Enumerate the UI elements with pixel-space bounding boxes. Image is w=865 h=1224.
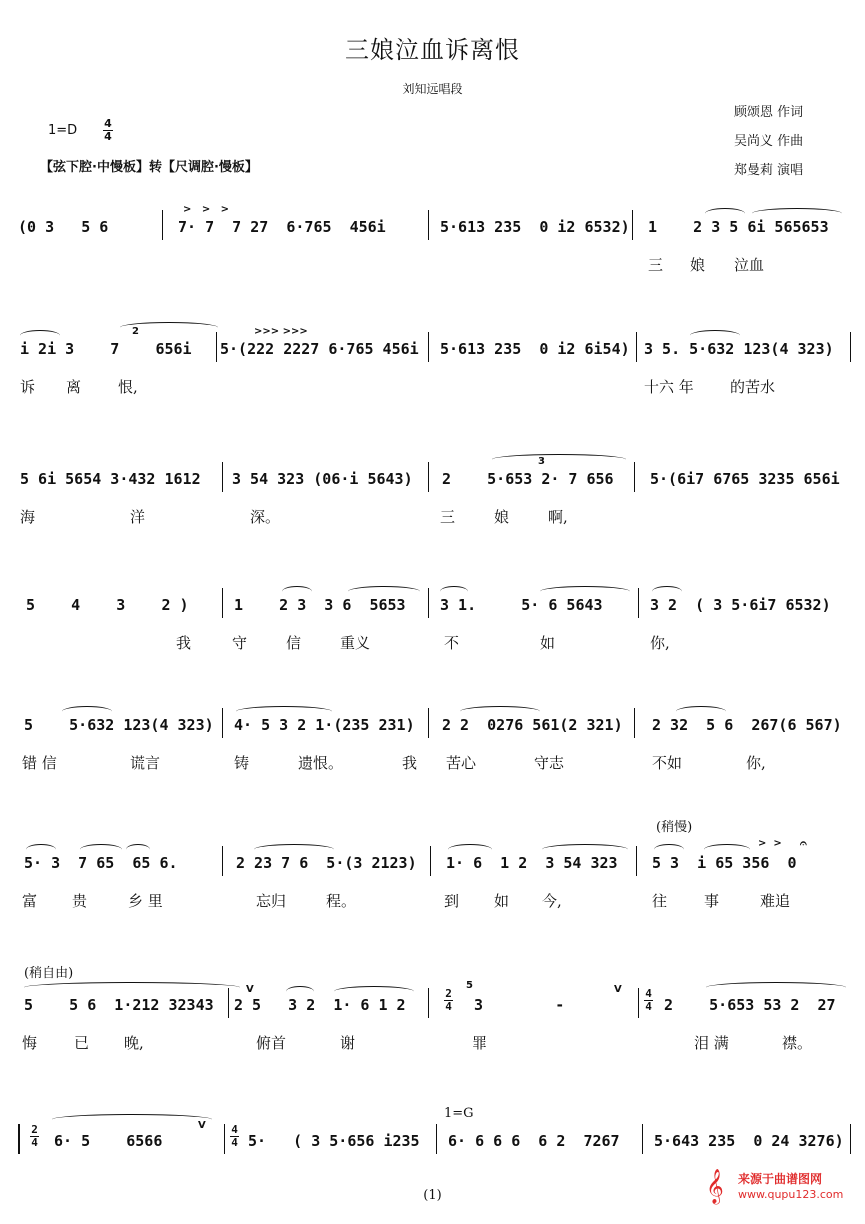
measure: (0 3 5 6: [18, 218, 109, 236]
lyric: 信: [286, 634, 302, 652]
credit-composer: 吴尚义 作曲: [734, 134, 804, 149]
lyric: 三: [440, 508, 456, 526]
measure: 5·(6i7 6765 3235 656i: [650, 470, 840, 488]
lyric: 到: [444, 892, 460, 910]
lyric: 苦心: [446, 754, 477, 772]
lyric: 泪 满: [694, 1034, 729, 1052]
measure: 6· 6 6 6 6 2 7267: [448, 1132, 620, 1150]
measure: 4· 5 3 2 1·(235 231): [234, 716, 415, 734]
slur: [706, 982, 846, 993]
lyric: 泣血: [734, 256, 765, 274]
lyric: 富: [22, 892, 38, 910]
page-title: 三娘泣血诉离恨: [345, 36, 520, 64]
tempo-mode: 【弦下腔·中慢板】转【尺调腔·慢板】: [40, 160, 258, 175]
barline: [222, 588, 223, 618]
barline: [222, 708, 223, 738]
subtitle: 刘知远唱段: [402, 82, 463, 96]
measure: 2 5 3 2 1· 6 1 2: [234, 996, 406, 1014]
lyric: 如: [540, 634, 556, 652]
lyric: 重义: [340, 634, 371, 652]
measure: 6· 5 6566: [54, 1132, 163, 1150]
measure: 3 -: [474, 996, 565, 1014]
score-row-7: [0, 966, 865, 1088]
barline: [428, 988, 429, 1018]
score-row-4: [0, 588, 865, 688]
measure: 2 5·653 2· 7 656: [442, 470, 614, 488]
lyric: 恨,: [118, 378, 138, 396]
lyric: 遗恨。: [298, 754, 344, 772]
tempo-free-annotation: (稍自由): [24, 966, 74, 981]
ts-bottom: 4: [445, 1000, 452, 1013]
measure: 1 2 3 3 6 5653: [234, 596, 406, 614]
barline: [428, 708, 429, 738]
notes-line: [0, 980, 865, 1020]
barline: [634, 462, 635, 492]
ts-top: 2: [31, 1123, 38, 1136]
time-signature-change: [444, 988, 453, 1013]
lyric: 襟。: [782, 1034, 813, 1052]
measure: 2 5·653 53 2 27: [664, 996, 836, 1014]
barline: [850, 1124, 851, 1154]
measure: 5 6i 5654 3·432 1612: [20, 470, 201, 488]
treble-clef-icon: 𝄞: [706, 1169, 724, 1204]
score-row-2: [0, 326, 865, 432]
notes-line: [0, 708, 865, 740]
barline: [162, 210, 163, 240]
lyric: 如: [494, 892, 510, 910]
barline: [18, 1124, 20, 1154]
notes-line: [0, 1120, 865, 1156]
barline: [850, 332, 851, 362]
measure: 5· ( 3 5·656 i235: [248, 1132, 420, 1150]
lyrics-line: [0, 1032, 865, 1056]
barline: [428, 588, 429, 618]
measure: 3 1. 5· 6 5643: [440, 596, 603, 614]
lyric: 你,: [650, 634, 670, 652]
grace-note: 5: [466, 980, 473, 991]
measure: 5·(222 2227 6·765 456i: [220, 340, 419, 358]
lyric: 不如: [652, 754, 683, 772]
breath-mark: V: [614, 984, 622, 995]
fermata-icon: 𝄐: [800, 836, 807, 850]
measure: 5· 3 7 65 65 6.: [24, 854, 178, 872]
measure: 3 54 323 (06·i 5643): [232, 470, 413, 488]
barline: [634, 708, 635, 738]
lyric: 谎言: [130, 754, 161, 772]
time-signature-change: [644, 988, 653, 1013]
measure: 3 2 ( 3 5·6i7 6532): [650, 596, 831, 614]
slur: [52, 1114, 212, 1125]
lyric: 娘: [494, 508, 510, 526]
lyric: 不: [444, 634, 460, 652]
lyric: 我: [402, 754, 418, 772]
barline: [222, 846, 223, 876]
watermark: [706, 1170, 856, 1204]
notes-line: [0, 204, 865, 242]
measure: i 2i 3 7 656i: [20, 340, 192, 358]
barline: [216, 332, 217, 362]
lyrics-line: [0, 890, 865, 914]
breath-mark: V: [246, 984, 254, 995]
lyric: 你,: [746, 754, 766, 772]
measure: 5 5 6 1·212 32343: [24, 996, 214, 1014]
slur: [24, 982, 240, 993]
watermark-url: www.qupu123.com: [738, 1188, 844, 1201]
slur: [705, 208, 745, 219]
barline: [638, 588, 639, 618]
time-signature-bottom: 4: [104, 130, 112, 143]
lyric: 诉: [20, 378, 36, 396]
barline: [428, 462, 429, 492]
measure: 5·613 235 0 i2 6532): [440, 218, 630, 236]
key-signature: 1=D: [48, 123, 78, 138]
notes-line: [0, 456, 865, 494]
lyric: 的苦水: [730, 378, 776, 396]
lyric: 往: [652, 892, 668, 910]
barline: [636, 332, 637, 362]
lyric: 乡 里: [128, 892, 163, 910]
lyric: 忘归: [256, 892, 287, 910]
lyrics-line: [0, 506, 865, 530]
watermark-title: 来源于曲谱图网: [738, 1172, 823, 1186]
lyric: 娘: [690, 256, 706, 274]
lyrics-line: [0, 752, 865, 776]
ts-top: 4: [231, 1123, 238, 1136]
measure: 5·613 235 0 i2 6i54): [440, 340, 630, 358]
barline: [224, 1124, 225, 1154]
score-row-3: [0, 456, 865, 562]
credits: [734, 98, 803, 185]
ts-bottom: 4: [31, 1136, 38, 1149]
key-change: 1=G: [444, 1106, 474, 1121]
measure: 1· 6 1 2 3 54 323: [446, 854, 618, 872]
score-row-6: [0, 820, 865, 946]
grace-note: 3: [538, 456, 545, 467]
lyric: 十六 年: [644, 378, 694, 396]
slur: [120, 322, 218, 333]
barline: [638, 988, 639, 1018]
lyric: 海: [20, 508, 36, 526]
accent-mark: >>> >>>: [254, 326, 308, 337]
credit-singer: 郑曼莉 演唱: [734, 163, 804, 178]
lyric: 悔: [22, 1034, 38, 1052]
measure: 5 4 3 2 ): [26, 596, 189, 614]
lyric: 程。: [326, 892, 357, 910]
measure: 2 2 0276 561(2 321): [442, 716, 623, 734]
lyric: 铸: [234, 754, 250, 772]
lyric: 罪: [472, 1034, 488, 1052]
lyric: 今,: [542, 892, 562, 910]
ts-top: 2: [445, 987, 452, 1000]
measure: 3 5. 5·632 123(4 323): [644, 340, 834, 358]
time-signature-change: [30, 1124, 39, 1149]
lyrics-line: [0, 376, 865, 400]
lyrics-line: [0, 254, 865, 278]
barline: [430, 846, 431, 876]
notes-line: [0, 588, 865, 620]
lyric: 事: [704, 892, 720, 910]
lyric: 啊,: [548, 508, 568, 526]
lyrics-line: [0, 632, 865, 656]
page-number: (1): [423, 1188, 442, 1203]
notes-line: [0, 326, 865, 364]
time-signature: [103, 118, 113, 143]
lyric: 守: [232, 634, 248, 652]
barline: [642, 1124, 643, 1154]
accent-mark: > > >: [183, 204, 230, 215]
lyric: 晚,: [124, 1034, 144, 1052]
lyric: 贵: [72, 892, 88, 910]
barline: [222, 462, 223, 492]
measure: 7· 7 7 27 6·765 456i: [178, 218, 386, 236]
lyric: 深。: [250, 508, 281, 526]
lyric: 三: [648, 256, 664, 274]
time-signature-change: [230, 1124, 239, 1149]
measure: 1 2 3 5 6i 565653: [648, 218, 829, 236]
barline: [228, 988, 229, 1018]
time-signature-top: 4: [104, 117, 112, 130]
ts-top: 4: [645, 987, 652, 1000]
lyric: 洋: [130, 508, 146, 526]
measure: 2 32 5 6 267(6 567): [652, 716, 842, 734]
slur: [492, 454, 626, 465]
grace-note: 2: [132, 326, 139, 337]
lyric: 俯首: [256, 1034, 287, 1052]
slur: [752, 208, 842, 219]
measure: 5 5·632 123(4 323): [24, 716, 214, 734]
barline: [436, 1124, 437, 1154]
lyric: 已: [74, 1034, 90, 1052]
ts-bottom: 4: [231, 1136, 238, 1149]
lyric: 守志: [534, 754, 565, 772]
measure: 5 3 i 65 356 0: [652, 854, 797, 872]
credit-lyricist: 顾颂恩 作词: [734, 105, 804, 120]
notes-line: [0, 836, 865, 878]
measure: 5·643 235 0 24 3276): [654, 1132, 844, 1150]
score-row-1: [0, 204, 865, 310]
barline: [428, 332, 429, 362]
barline: [428, 210, 429, 240]
score-row-5: [0, 708, 865, 808]
lyric: 难追: [760, 892, 791, 910]
lyric: 我: [176, 634, 192, 652]
lyric: 谢: [340, 1034, 356, 1052]
lyric: 错 信: [22, 754, 57, 772]
measure: 2 23 7 6 5·(3 2123): [236, 854, 417, 872]
ts-bottom: 4: [645, 1000, 652, 1013]
accent-mark: > >: [758, 838, 782, 849]
barline: [636, 846, 637, 876]
barline: [632, 210, 633, 240]
lyric: 离: [66, 378, 82, 396]
breath-mark: V: [198, 1120, 206, 1131]
tempo-slow-annotation: (稍慢): [656, 820, 693, 835]
